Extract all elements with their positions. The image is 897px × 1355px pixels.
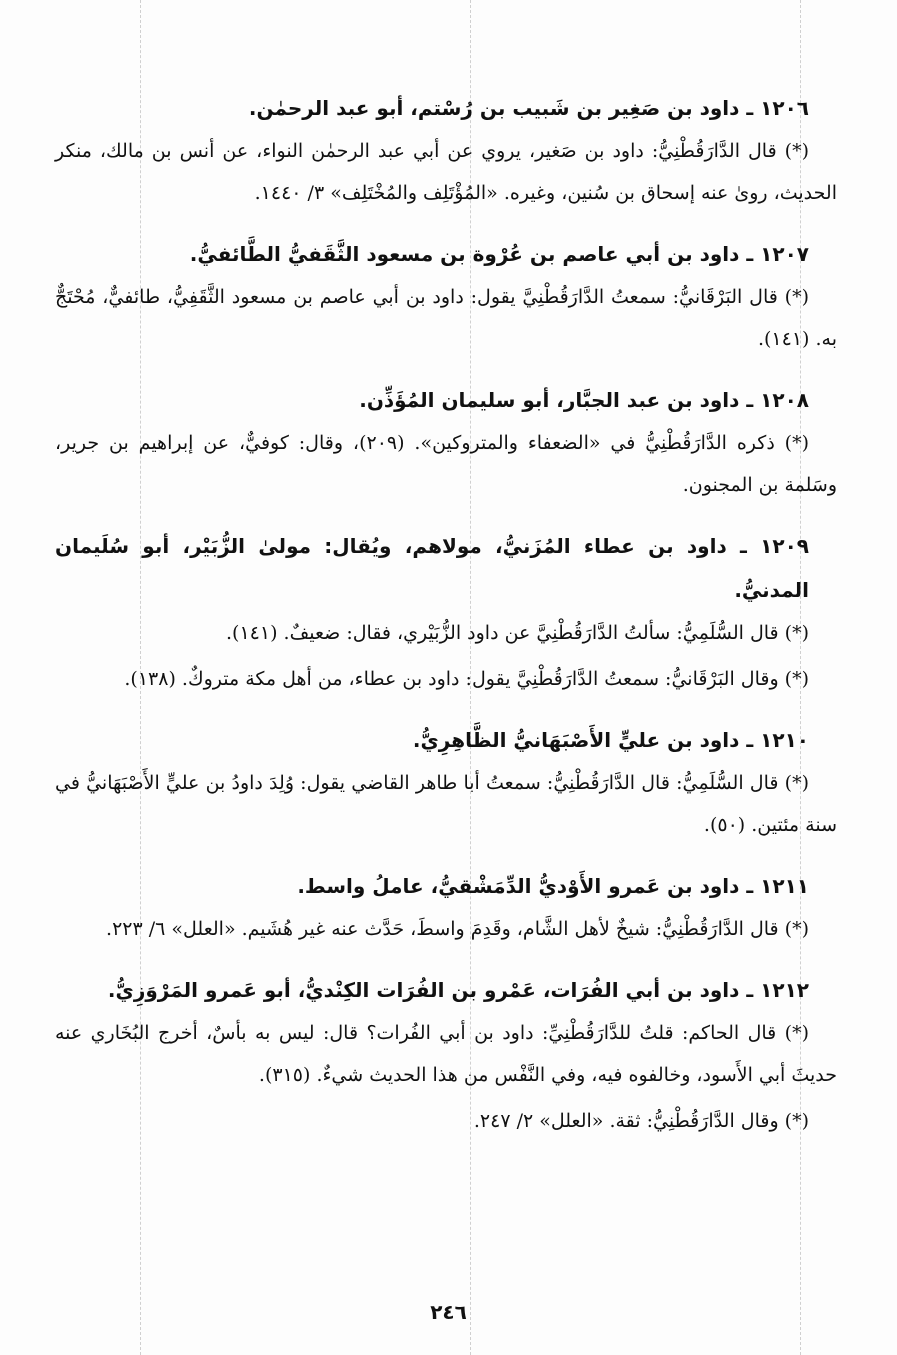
- entry-paragraph: (*) قال الدَّارَقُطْنِيُّ: شيخٌ لأهل الشَّام، وقَدِمَ واسطَ، حَدَّث عنه غير هُشَيم. «العلل» ٦/ ٢٢٣.: [106, 918, 809, 940]
- entry-paragraph: (*) قال البَرْقَانيُّ: سمعتُ الدَّارَقُطْنِيَّ يقول: داود بن أبي عاصم بن مسعود الثَّقَفِيُّ، طائفيٌّ، مُحْتَجٌّ به. (١٤١).: [55, 286, 837, 350]
- page-number: ٢٤٦: [430, 1300, 467, 1324]
- entry-paragraph: (*) ذكره الدَّارَقُطْنِيُّ في «الضعفاء والمتروكين». (٢٠٩)، وقال: كوفيٌّ، عن إبراهيم بن جرير، وسَلمة بن المجنون.: [55, 432, 837, 496]
- page-body: [55, 86, 837, 1160]
- entry-1207: [55, 232, 837, 360]
- entry-1210: [55, 718, 837, 846]
- entry-paragraph: (*) قال الدَّارَقُطْنِيُّ: داود بن صَغير، يروي عن أبي عبد الرحمٰن النواء، عن أنس بن مالك، منكر الحديث، روىٰ عنه إسحاق بن سُنين، وغيره. «المُؤْتَلِف والمُخْتَلِف» ٣/ ١٤٤٠.: [55, 140, 837, 204]
- entry-title: ١٢١٠ ـ داود بن عليٍّ الأَصْبَهَانيُّ الظَّاهِرِيُّ.: [412, 728, 809, 752]
- entry-title: ١٢٠٦ ـ داود بن صَغِير بن شَبيب بن رُسْتم، أبو عبد الرحمٰن.: [248, 96, 809, 120]
- entry-1211: [55, 864, 837, 950]
- entry-1206: [55, 86, 837, 214]
- entry-1212: [55, 968, 837, 1142]
- entry-paragraph: (*) وقال البَرْقَانيُّ: سمعتُ الدَّارَقُطْنِيَّ يقول: داود بن عطاء، من أهل مكة متروكٌ. (١٣٨).: [124, 668, 809, 690]
- entry-paragraph: (*) قال السُّلَمِيُّ: سألتُ الدَّارَقُطْنِيَّ عن داود الزُّبَيْري، فقال: ضعيفٌ. (١٤١).: [226, 622, 809, 644]
- entry-1209: [55, 524, 837, 700]
- entry-paragraph: (*) قال الحاكم: قلتُ للدَّارَقُطْنِيِّ: داود بن أبي الفُرات؟ قال: ليس به بأسٌ، أخرج البُخَاري عنه حديثَ أبي الأَسود، وخالفوه فيه، وفي النَّفْس من هذا الحديث شيءٌ. (٣١٥).: [55, 1022, 837, 1086]
- entry-paragraph: (*) قال السُّلَمِيُّ: قال الدَّارَقُطْنِيُّ: سمعتُ أبا طاهر القاضي يقول: وُلِدَ داودُ بن عليٍّ الأَصْبَهَانيُّ في سنة مئتين. (٥٠).: [55, 772, 837, 836]
- entry-title: ١٢١١ ـ داود بن عَمرو الأَوْديُّ الدِّمَشْقيُّ، عاملُ واسط.: [297, 874, 809, 898]
- entry-title: ١٢٠٧ ـ داود بن أبي عاصم بن عُرْوة بن مسعود الثَّقَفيُّ الطَّائفيُّ.: [189, 242, 809, 266]
- entry-title: ١٢٠٩ ـ داود بن عطاء المُزَنيُّ، مولاهم، ويُقال: مولىٰ الزُّبَيْر، أبو سُلَيمان المدنيُّ.: [55, 534, 809, 602]
- entry-title: ١٢٠٨ ـ داود بن عبد الجبَّار، أبو سليمان المُؤَذِّن.: [359, 388, 809, 412]
- entry-paragraph: (*) وقال الدَّارَقُطْنِيُّ: ثقة. «العلل» ٢/ ٢٤٧.: [473, 1110, 809, 1132]
- entry-title: ١٢١٢ ـ داود بن أبي الفُرَات، عَمْرو بن الفُرَات الكِنْديُّ، أبو عَمرو المَرْوَزِيُّ.: [107, 978, 809, 1002]
- entry-1208: [55, 378, 837, 506]
